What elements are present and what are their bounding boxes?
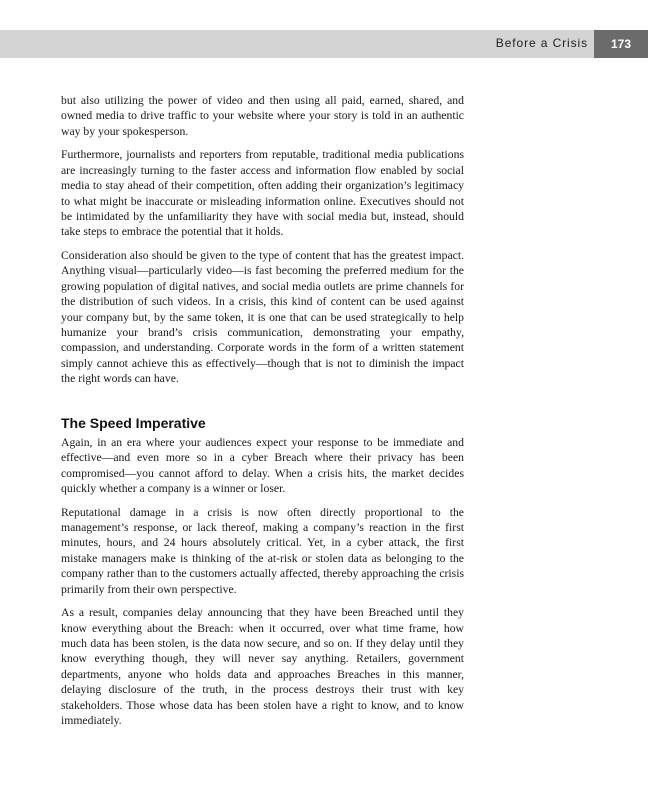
page-content	[61, 93, 464, 737]
paragraph: As a result, companies delay announcing that they have been Breached until they know everything about the Breach: when it occurred, over what time frame, how much data has been stolen, is the data now secure, and so on. If they delay until they know everything though, they will never say anything. Retailers, government departments, anyone who holds data and approaches Breaches in this manner, delaying disclosure of the truth, in the process destroys their trust with key stakeholders. Those whose data has been stolen have a right to know, and to know immediately.	[61, 606, 464, 727]
page-number: 173	[594, 30, 648, 58]
paragraph: Consideration also should be given to the type of content that has the greatest impact. Anything visual—particularly video—is fast becoming the preferred medium for the growing population of digital natives, and social media outlets are prime channels for the distribution of such videos. In a crisis, this kind of content can be used against your company but, by the same token, it is one that can be used strategically to help humanize your brand’s crisis communication, demonstrating your empathy, compassion, and understanding. Corporate words in the form of a written statement simply cannot achieve this as effectively—though that is not to diminish the impact the right words can have.	[61, 249, 464, 386]
paragraph: Reputational damage in a crisis is now often directly proportional to the management’s response, or lack thereof, making a company’s reaction in the first minutes, hours, and 24 hours absolutely critical. Yet, in a cyber attack, the first mistake managers make is thinking of the at-risk or stolen data as belonging to the company rather than to the customers actually affected, thereby approaching the crisis primarily from their own perspective.	[61, 505, 464, 596]
paragraph: but also utilizing the power of video and then using all paid, earned, shared, and owned media to drive traffic to your website where your story is told in an authentic way by your spokesperson.	[61, 94, 464, 138]
paragraph: Again, in an era where your audiences expect your response to be immediate and effective—and even more so in a cyber Breach where their privacy has been compromised—you cannot afford to delay. When a crisis hits, the market decides quickly whether a company is a winner or loser.	[61, 435, 464, 495]
section-heading: The Speed Imperative	[61, 414, 206, 431]
paragraph: Furthermore, journalists and reporters from reputable, traditional media publications are increasingly turning to the faster access and information flow enabled by social media to stay ahead of their competition, often adding their organization’s legitimacy to what might be inaccurate or misleading information online. Executives should not be intimidated by the unfamiliarity they have with social media but, instead, should take steps to embrace the potential that it holds.	[61, 148, 464, 239]
running-head: Before a Crisis	[495, 36, 588, 50]
